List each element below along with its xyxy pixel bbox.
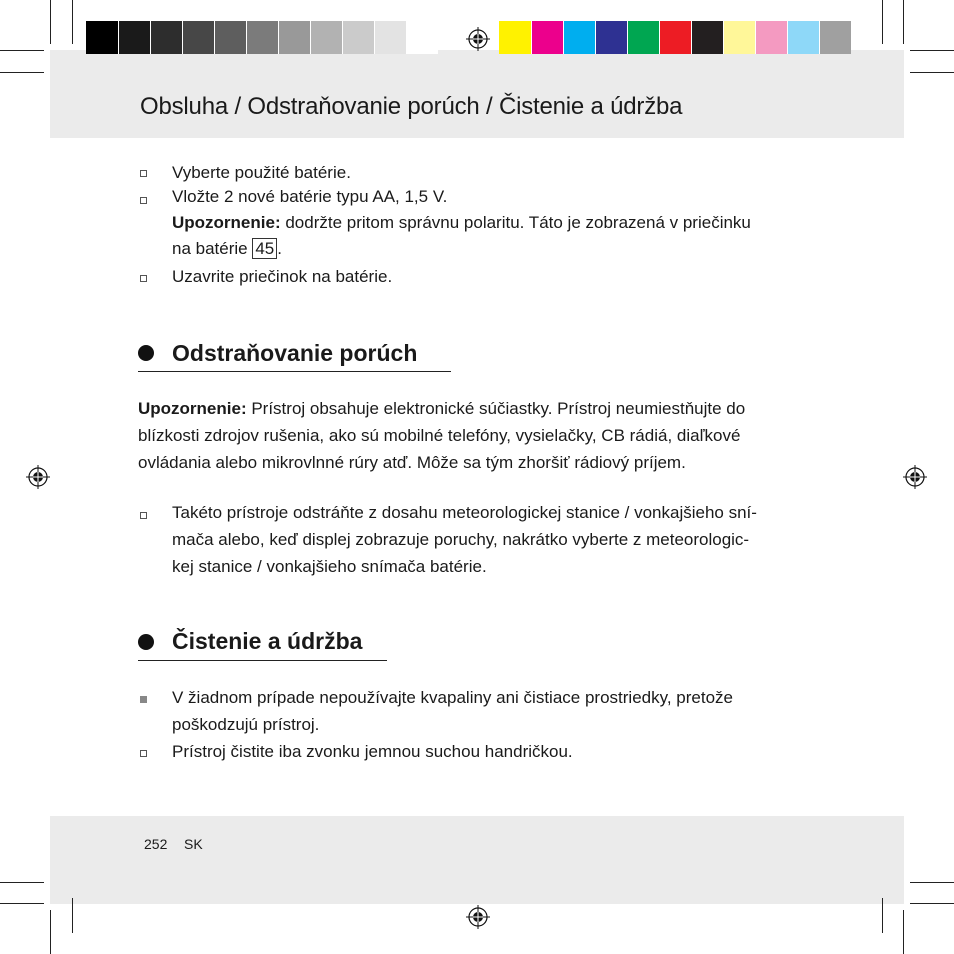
list-item: Prístroj čistite iba zvonku jemnou suchou handričkou. [172, 742, 573, 761]
note-text: na batérie [172, 239, 253, 258]
list-item: Vyberte použité batérie. [172, 163, 351, 182]
color-swatch [342, 21, 374, 54]
color-swatch [723, 21, 755, 54]
crop-mark [50, 910, 51, 954]
list-bullet [140, 275, 147, 282]
crop-mark [903, 0, 904, 44]
paragraph-line: blízkosti zdrojov rušenia, ako sú mobilné telefóny, vysielačky, CB rádiá, diaľkové [138, 426, 741, 445]
heading-bullet-icon [138, 634, 154, 650]
list-item: Uzavrite priečinok na batérie. [172, 267, 393, 286]
note-label: Upozornenie: [138, 399, 247, 418]
color-swatch [531, 21, 563, 54]
color-swatch [499, 21, 531, 54]
color-swatch [374, 21, 406, 54]
crop-mark [882, 0, 883, 44]
color-calibration-bar [499, 21, 851, 54]
crop-mark [0, 50, 44, 51]
crop-mark [50, 0, 51, 44]
section-heading: Čistenie a údržba [172, 628, 363, 654]
list-item: Vložte 2 nové batérie typu AA, 1,5 V. [172, 187, 448, 206]
crop-mark [910, 50, 954, 51]
crop-mark [72, 898, 73, 933]
color-swatch [627, 21, 659, 54]
heading-underline [138, 660, 387, 661]
color-swatch [755, 21, 787, 54]
note-text: dodržte pritom správnu polaritu. Táto je zobrazená v priečinku [280, 213, 751, 232]
color-swatch [310, 21, 342, 54]
color-swatch [118, 21, 150, 54]
color-swatch [150, 21, 182, 54]
note-text: . [277, 239, 282, 258]
page-title: Obsluha / Odstraňovanie porúch / Čistenie a údržba [140, 93, 683, 120]
list-bullet [140, 750, 147, 757]
list-bullet [140, 512, 147, 519]
section-heading: Odstraňovanie porúch [172, 340, 418, 366]
list-bullet [140, 197, 147, 204]
color-swatch [595, 21, 627, 54]
crop-mark [903, 910, 904, 954]
crop-mark [910, 903, 954, 904]
list-item: V žiadnom prípade nepoužívajte kvapaliny ani čistiace prostriedky, pretože [172, 688, 733, 707]
registration-mark-icon [466, 27, 490, 51]
color-swatch [787, 21, 819, 54]
crop-mark [0, 903, 44, 904]
registration-mark-icon [903, 465, 927, 489]
list-bullet [140, 170, 147, 177]
color-swatch [659, 21, 691, 54]
color-swatch [86, 21, 118, 54]
figure-reference: 45 [252, 238, 277, 259]
crop-mark [0, 882, 44, 883]
note-line [172, 235, 282, 263]
heading-bullet-icon [138, 345, 154, 361]
paragraph-line [138, 395, 745, 423]
registration-mark-icon [26, 465, 50, 489]
note-label: Upozornenie: [172, 213, 281, 232]
color-swatch [819, 21, 851, 54]
footer-band [50, 816, 904, 904]
crop-mark [882, 898, 883, 933]
crop-mark [0, 72, 44, 73]
page-number: 252 [144, 836, 168, 852]
heading-underline [138, 371, 451, 372]
color-swatch [406, 21, 438, 54]
note-line [172, 209, 751, 237]
color-swatch [182, 21, 214, 54]
color-swatch [246, 21, 278, 54]
paragraph-text: Prístroj obsahuje elektronické súčiastky. Prístroj neumiestňujte do [246, 399, 746, 418]
list-item-continuation: kej stanice / vonkajšieho snímača batérie. [172, 557, 487, 576]
list-item: Takéto prístroje odstráňte z dosahu meteorologickej stanice / vonkajšieho sní- [172, 503, 757, 522]
crop-mark [910, 882, 954, 883]
crop-mark [72, 0, 73, 44]
crop-mark [910, 72, 954, 73]
color-swatch [214, 21, 246, 54]
grayscale-calibration-bar [86, 21, 438, 54]
color-swatch [563, 21, 595, 54]
paragraph-line: ovládania alebo mikrovlnné rúry atď. Môže sa tým zhoršiť rádiový príjem. [138, 453, 686, 472]
color-swatch [691, 21, 723, 54]
registration-mark-icon [466, 905, 490, 929]
language-code: SK [184, 836, 203, 852]
color-swatch [278, 21, 310, 54]
list-item-continuation: mača alebo, keď displej zobrazuje poruchy, nakrátko vyberte z meteorologic- [172, 530, 750, 549]
list-item-continuation: poškodzujú prístroj. [172, 715, 320, 734]
list-bullet [140, 696, 147, 703]
